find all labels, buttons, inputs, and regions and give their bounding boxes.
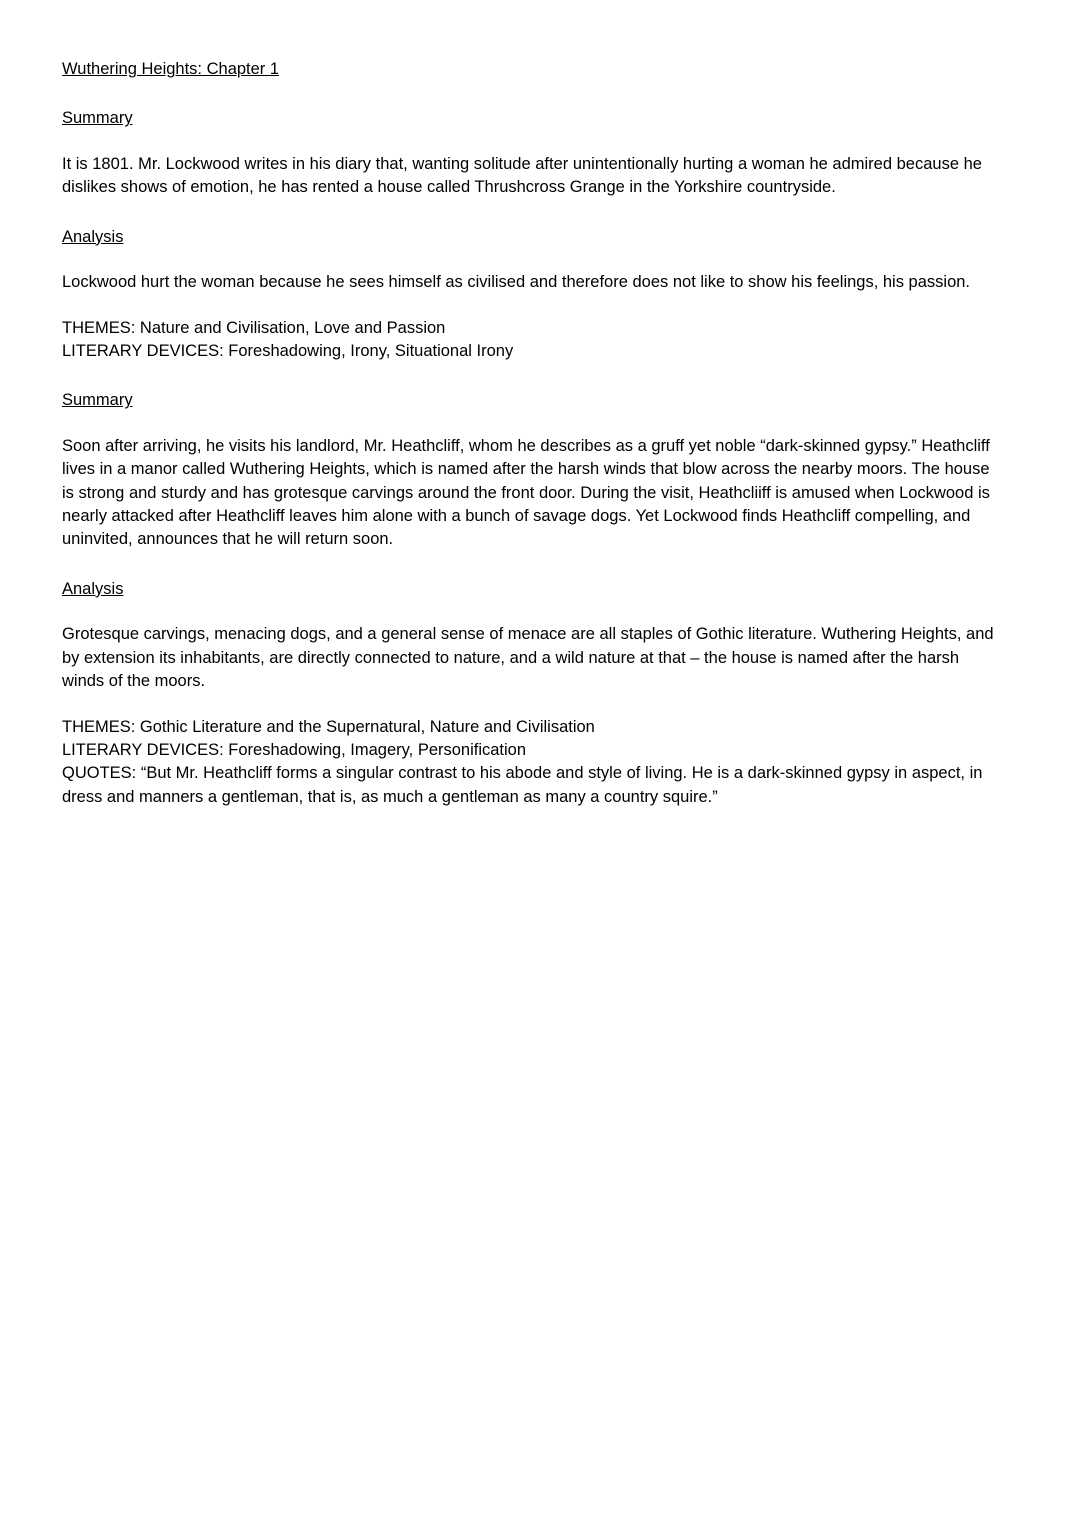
- section-paragraph: Soon after arriving, he visits his landlord, Mr. Heathcliff, whom he describes as a gruff yet noble “dark-skinned gypsy.” Heathcliff lives in a manor called Wuthering Heights, which is named after the harsh winds that blow across the nearby moors. The house is strong and sturdy and has grotesque carvings around the front door. During the visit, Heathcliiff is amused when Lockwood is nearly attacked after Heathcliff leaves him alone with a bunch of savage dogs. Yet Lockwood finds Heathcliff compelling, and uninvited, announces that he will return soon.: [62, 436, 990, 549]
- spacer: [62, 552, 1002, 578]
- section-heading: Analysis: [62, 579, 124, 598]
- page-title: Wuthering Heights: Chapter 1: [62, 60, 280, 78]
- section-summary-1: [62, 107, 1002, 199]
- spacer: [62, 363, 1002, 389]
- literary-devices-line: LITERARY DEVICES: Foreshadowing, Irony, Situational Irony: [62, 341, 514, 360]
- document-body: [62, 58, 1002, 809]
- themes-line: THEMES: Nature and Civilisation, Love and Passion: [62, 318, 446, 337]
- literary-devices-line: LITERARY DEVICES: Foreshadowing, Imagery, Personification: [62, 741, 527, 760]
- spacer: [62, 694, 1002, 716]
- spacer: [62, 295, 1002, 317]
- section-heading: Summary: [62, 109, 133, 128]
- section-paragraph: Grotesque carvings, menacing dogs, and a general sense of menace are all staples of Gothic literature. Wuthering Heights, and by extension its inhabitants, are directly connected to nature, and a wild nature at that – the house is named after the harsh winds of the moors.: [62, 625, 994, 691]
- quotes-line: QUOTES: “But Mr. Heathcliff forms a singular contrast to his abode and style of living. He is a dark-skinned gypsy in aspect, in dress and manners a gentleman, that is, as much a gentleman as many a country squire.”: [62, 764, 983, 806]
- section-paragraph: Lockwood hurt the woman because he sees himself as civilised and therefore does not like to show his feelings, his passion.: [62, 273, 971, 292]
- spacer: [62, 81, 1002, 107]
- section-analysis-1: [62, 226, 1002, 364]
- spacer: [62, 601, 1002, 623]
- section-heading: Analysis: [62, 227, 124, 246]
- section-analysis-2: [62, 578, 1002, 809]
- section-heading: Summary: [62, 391, 133, 410]
- spacer: [62, 413, 1002, 435]
- themes-line: THEMES: Gothic Literature and the Supernatural, Nature and Civilisation: [62, 717, 595, 736]
- spacer: [62, 249, 1002, 271]
- spacer: [62, 200, 1002, 226]
- section-summary-2: [62, 389, 1002, 552]
- section-paragraph: It is 1801. Mr. Lockwood writes in his diary that, wanting solitude after unintentionally hurting a woman he admired because he dislikes shows of emotion, he has rented a house called Thrushcross Grange in the Yorkshire countryside.: [62, 154, 982, 197]
- spacer: [62, 131, 1002, 153]
